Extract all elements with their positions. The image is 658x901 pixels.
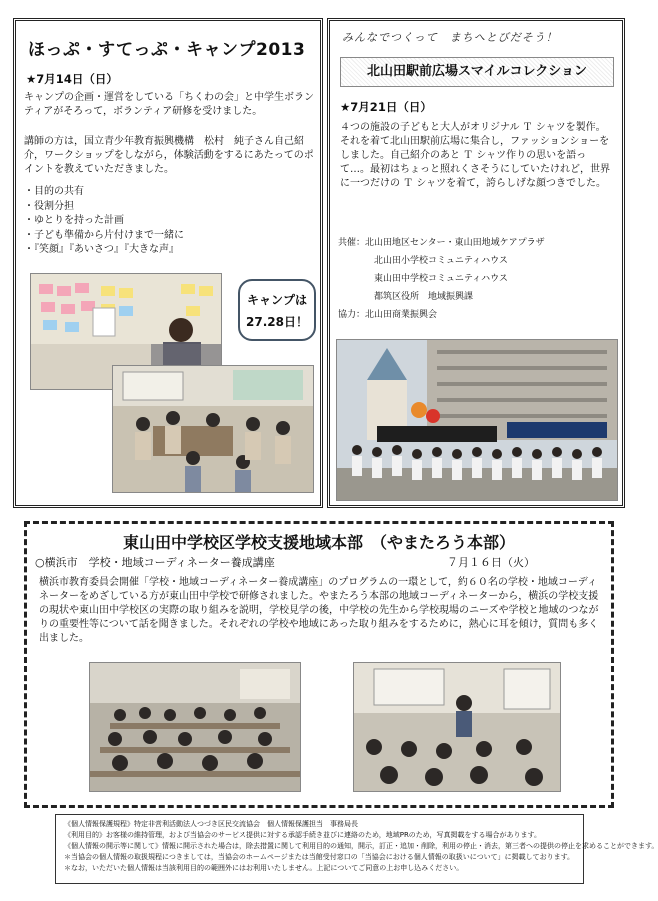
school-support-section	[24, 521, 614, 808]
callout-line-2: 27.28日！	[246, 315, 308, 329]
smile-cosponsor-4: 都筑区役所 地域振興課	[374, 292, 474, 302]
privacy-line-3: 《個人情報の開示等に関して》情報に開示された場合は，除去措置に関して利用目的の通知，開示，訂正・追加・削除，利用の停止・消去，第三者への提供の停止を求めることができます。	[64, 842, 658, 850]
smile-group-photo	[336, 339, 618, 501]
course-name: ○横浜市 学校・地域コーディネーター養成講座	[35, 556, 275, 569]
privacy-line-5: ＊なお，いただいた個人情報は当該利用目的の範囲外にはお利用いたしません。上記についてご同意の上お申し込みください。	[64, 864, 464, 872]
camp-group-photo	[112, 365, 314, 493]
camp-paragraph-2: 講師の方は，国立青少年教育振興機構 松村 純子さん自己紹介，ワークショップをしながら，体験活動をするにあたってのポイントを教えていただきました。	[24, 136, 314, 175]
lecture-photo-right	[353, 662, 561, 792]
smile-cosponsor-1: 共催：北山田地区センター・東山田地域ケアプラザ	[338, 238, 545, 248]
camp-date-callout	[238, 279, 316, 341]
camp-paragraph-1: キャンプの企画・運営をしている「ちくわの会」と中学生ボランティアがそろって，ボランティア研修を受けました。	[24, 92, 314, 117]
privacy-line-1: 《個人情報保護規程》特定非営利活動法人つづき区民交流協会 個人情報保護担当 事務局長	[64, 820, 358, 828]
smile-title: 北山田駅前広場スマイルコレクション	[340, 57, 614, 87]
smile-cosponsor-3: 東山田中学校コミュニティハウス	[374, 274, 508, 284]
camp-point: ・ゆとりを持った計画	[24, 215, 124, 226]
camp-date: ★7月14日（日）	[26, 72, 118, 86]
smile-paragraph: ４つの施設の子どもと大人がオリジナル Ｔ シャツを製作。それを着て北山田駅前広場に集合し，ファッションショーをしました。自己紹介のあと Ｔ シャツ作りの思いを語って…。最初はちょっと照れくさそうにしていたけれど，世界に一つだけの Ｔ シャツを着て，誇らしげな顔つきでした。	[340, 122, 610, 189]
callout-line-1: キャンプは	[246, 293, 307, 307]
privacy-line-2: 《利用目的》お客様の維持管理，および当協会のサービス提供に対する承認手続き並びに連絡のため，地域PRのため，写真掲載をする場合があります。	[64, 831, 541, 839]
smile-cosponsor-2: 北山田小学校コミュニティハウス	[374, 256, 508, 266]
camp-point: ・『笑顔』『あいさつ』『大きな声』	[24, 244, 179, 255]
smile-panel	[327, 18, 625, 508]
smile-cooperation: 協力：北山田商業振興会	[338, 310, 438, 320]
privacy-notice	[55, 814, 658, 884]
course-date: ７月１６日（火）	[447, 556, 535, 569]
camp-panel	[13, 18, 323, 508]
school-support-title: 東山田中学校区学校支援地域本部 （やまたろう本部）	[122, 533, 515, 552]
camp-point: ・子ども準備から片付けまで一緒に	[24, 229, 184, 241]
camp-point: ・役割分担	[24, 200, 74, 212]
camp-points-list	[24, 185, 184, 258]
camp-point: ・目的の共有	[24, 186, 84, 197]
smile-date: ★7月21日（日）	[340, 100, 432, 114]
smile-tagline: みんなでつくって まちへとびだそう！	[342, 31, 558, 44]
course-description: 横浜市教育委員会開催「学校・地域コーディネーター養成講座」のプログラムの一環として，約６０名の学校・地域コーディネーターをめざしている方が東山田中学校で研修されました。やまたろう本部の地域コーディネーターから，横浜の学校支援の現状や東山田中学校区の実際の取り組みを説明，学校見学の後，中学校の先生から学校現場のニーズや学校と地域のつながりの重要性等について話を聞きました。それぞれの学校や地域にあった取り組みをするために，熱心に耳を傾け，質問も多く出ました。	[39, 577, 599, 644]
lecture-photo-left	[89, 662, 301, 792]
privacy-line-4: ＊当協会の個人情報の取扱規程につきましては，当協会のホームページまたは当館受付窓口の「当協会における個人情報の取扱いについて」に掲載しております。	[64, 853, 575, 861]
camp-title: ほっぷ・すてっぷ・キャンプ2013	[28, 40, 306, 60]
